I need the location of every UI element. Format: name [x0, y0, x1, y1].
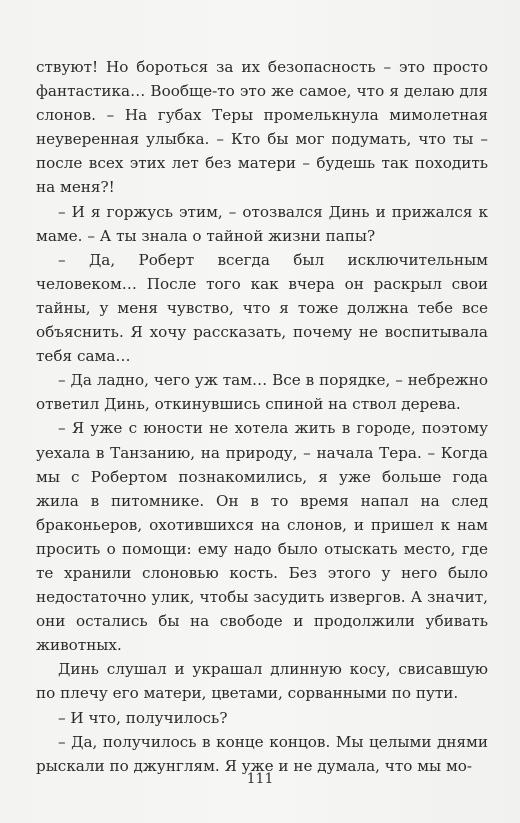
paragraph-3: – Да, Роберт всегда был исключительным человеком… После того как вчера он раскрыл свои тайны, у меня чувство, что я тоже должна тебе все объяснить. Я хочу рассказать, почему не воспитывала тебя сама…	[36, 250, 488, 366]
paragraph-1: ствуют! Но бороться за их безопасность – это просто фантастика… Вообще-то это же самое, что я делаю для слонов. – На губах Теры промелькнула мимолетная неуверенная улыбка. – Кто бы мог подумать, что ты – после всех этих лет без матери – будешь так походить на меня?!	[36, 58, 488, 197]
paragraph-5: – Я уже с юности не хотела жить в городе, поэтому уехала в Танзанию, на природу, – начала Тера. – Когда мы с Робертом познакомились, я уже больше года жила в питомнике. Он в то время напал на след браконьеров, охотившихся на слонов, и пришел к нам просить о помощи: ему надо было отыскать место, где те хранили слоновью кость. Без этого у него было недостаточно улик, чтобы засудить извергов. А значит, они остались бы на свободе и продолжили убивать животных.	[36, 419, 488, 655]
paragraph-7: – И что, получилось?	[58, 708, 228, 727]
paragraph-4: – Да ладно, чего уж там… Все в порядке, – небрежно ответил Динь, откинувшись спиной на ствол дерева.	[36, 371, 488, 414]
page-number: 111	[246, 771, 274, 787]
paragraph-2: – И я горжусь этим, – отозвался Динь и прижался к маме. – А ты знала о тайной жизни папы?	[36, 202, 488, 245]
page-body-text	[36, 55, 488, 778]
paragraph-8: – Да, получилось в конце концов. Мы целыми днями рыскали по джунглям. Я уже и не думала, что мы мо-	[36, 732, 488, 775]
paragraph-6: Динь слушал и украшал длинную косу, свисавшую по плечу его матери, цветами, сорванными по пути.	[36, 660, 488, 703]
